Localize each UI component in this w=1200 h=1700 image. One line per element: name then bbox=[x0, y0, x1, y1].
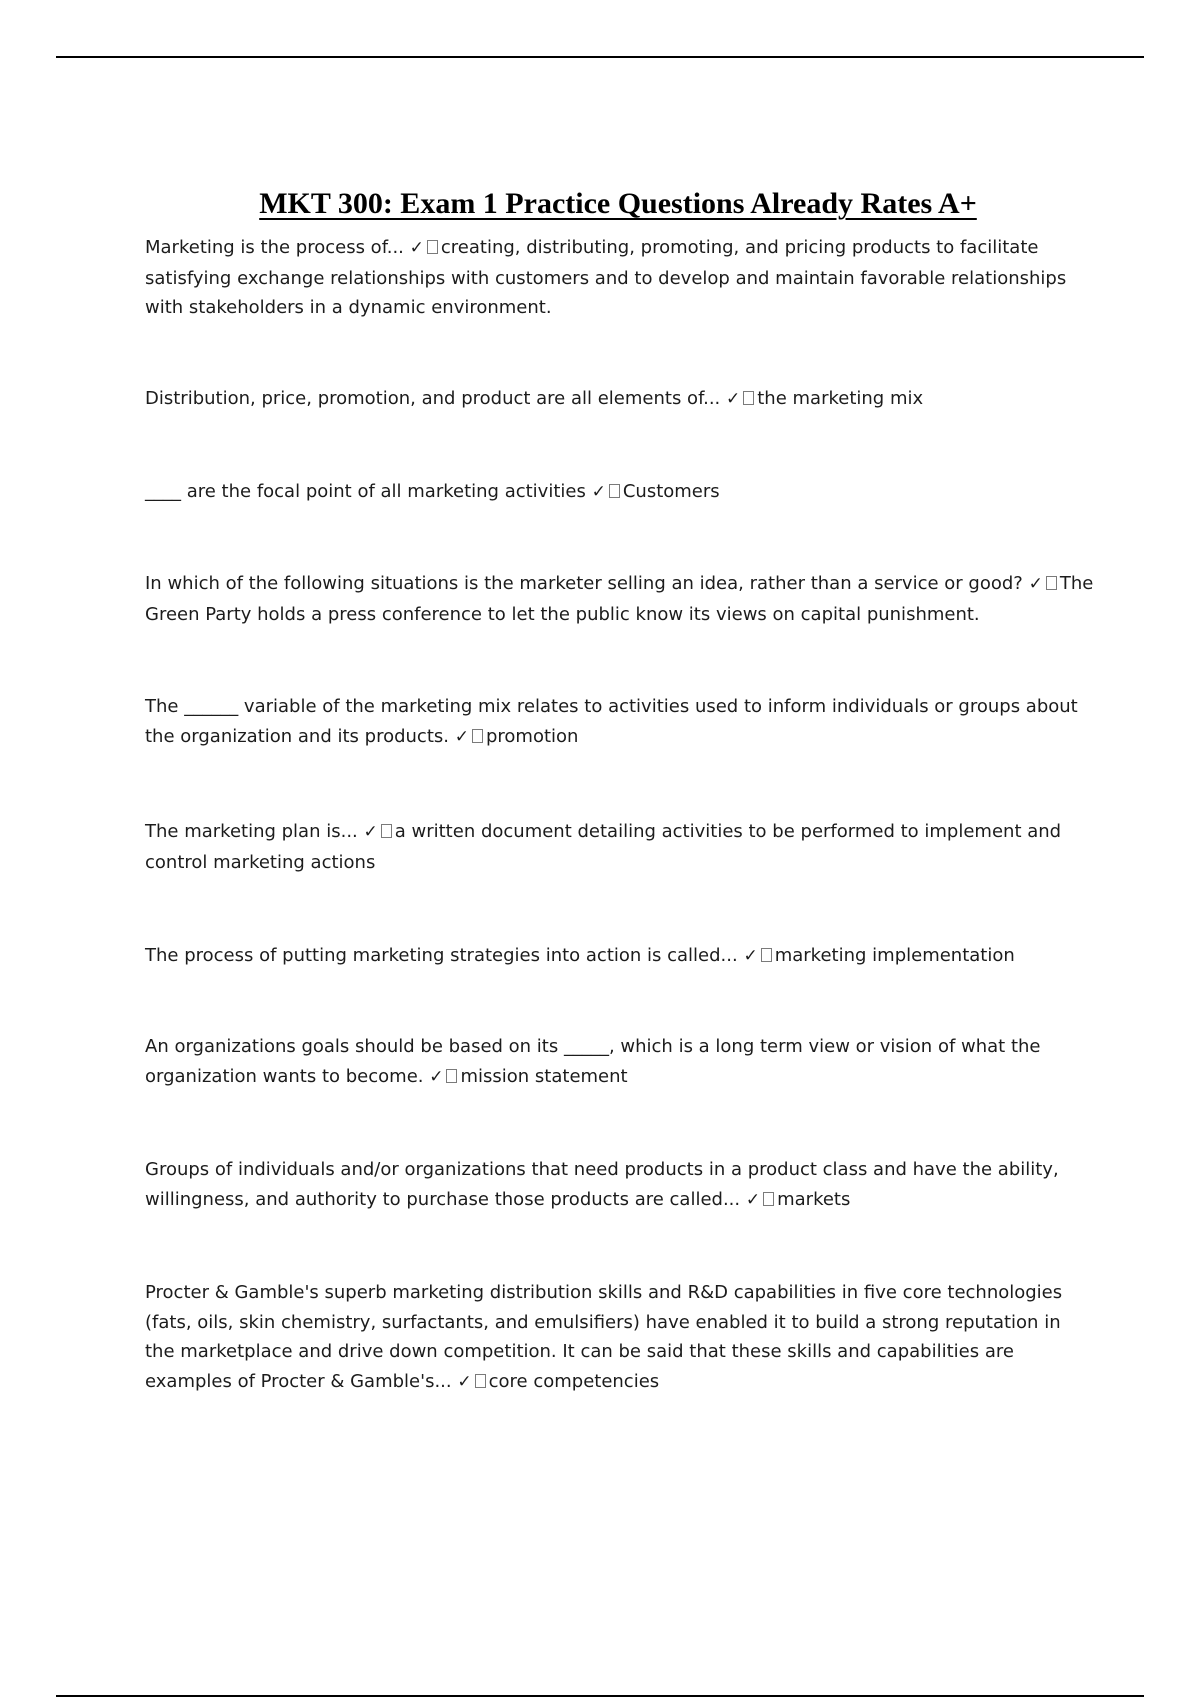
question-text: The marketing plan is... bbox=[145, 821, 358, 842]
qa-item-2 bbox=[145, 384, 1095, 415]
answer-text: creating, distributing, promoting, and pricing products to facilitate satisfying exchange relationships with customers and to develop and maintain favorable relationships with stakeholders in a dynamic environment. bbox=[145, 237, 1067, 318]
missing-glyph-box-icon bbox=[472, 729, 483, 743]
question-text: In which of the following situations is the marketer selling an idea, rather than a service or good? bbox=[145, 573, 1023, 594]
answer-text: The Green Party holds a press conference to let the public know its views on capital punishment. bbox=[145, 573, 1094, 625]
checkmark-icon: ✓ bbox=[457, 1371, 472, 1392]
qa-item-10 bbox=[145, 1278, 1095, 1397]
missing-glyph-box-icon bbox=[446, 1069, 457, 1083]
qa-item-3 bbox=[145, 477, 1095, 508]
question-text: Marketing is the process of... bbox=[145, 237, 404, 258]
checkmark-icon: ✓ bbox=[409, 238, 424, 258]
missing-glyph-box-icon bbox=[427, 240, 438, 254]
missing-glyph-box-icon bbox=[609, 484, 620, 498]
qa-item-9 bbox=[145, 1155, 1095, 1215]
answer-text: marketing implementation bbox=[774, 945, 1015, 966]
answer-text: a written document detailing activities to be performed to implement and control marketing actions bbox=[145, 821, 1062, 873]
checkmark-icon: ✓ bbox=[454, 726, 469, 747]
question-text: Groups of individuals and/or organizations that need products in a product class and have the ability, willingness, and authority to purchase those products are called... bbox=[145, 1159, 1059, 1210]
checkmark-icon: ✓ bbox=[745, 1189, 761, 1210]
qa-item-4 bbox=[145, 569, 1095, 629]
missing-glyph-box-icon bbox=[381, 824, 392, 838]
qa-item-6 bbox=[145, 817, 1095, 877]
qa-item-7 bbox=[145, 941, 1095, 972]
missing-glyph-box-icon bbox=[763, 1192, 774, 1206]
question-text: The ______ variable of the marketing mix relates to activities used to inform individuals or groups about the organization and its products. bbox=[145, 696, 1078, 747]
qa-item-1 bbox=[145, 233, 1095, 323]
answer-text: mission statement bbox=[460, 1065, 628, 1087]
checkmark-icon: ✓ bbox=[743, 946, 758, 966]
checkmark-icon: ✓ bbox=[363, 822, 378, 842]
qa-item-5 bbox=[145, 692, 1095, 752]
checkmark-icon: ✓ bbox=[591, 482, 606, 502]
missing-glyph-box-icon bbox=[475, 1374, 486, 1388]
answer-text: promotion bbox=[485, 725, 579, 747]
question-text: ____ are the focal point of all marketing activities bbox=[145, 481, 586, 502]
checkmark-icon: ✓ bbox=[1028, 574, 1043, 594]
answer-text: the marketing mix bbox=[757, 388, 924, 409]
answer-text: Customers bbox=[622, 481, 720, 502]
document-title: MKT 300: Exam 1 Practice Questions Already Rates A+ bbox=[259, 187, 977, 221]
checkmark-icon: ✓ bbox=[726, 389, 741, 409]
missing-glyph-box-icon bbox=[1046, 576, 1057, 590]
question-text: The process of putting marketing strategies into action is called... bbox=[145, 945, 738, 966]
bottom-rule bbox=[56, 1695, 1144, 1697]
missing-glyph-box-icon bbox=[761, 948, 772, 962]
qa-item-8 bbox=[145, 1032, 1095, 1092]
question-text: Procter & Gamble's superb marketing distribution skills and R&D capabilities in five core technologies (fats, oils, skin chemistry, surfactants, and emulsifiers) have enabled it to build a strong reputation in the marketplace and drive down competition. It can be said that these skills and capabilities are examples of Procter & Gamble's... bbox=[145, 1282, 1063, 1392]
answer-text: core competencies bbox=[488, 1370, 660, 1392]
answer-text: markets bbox=[777, 1188, 851, 1210]
checkmark-icon: ✓ bbox=[429, 1066, 444, 1087]
question-text: Distribution, price, promotion, and product are all elements of... bbox=[145, 388, 721, 409]
question-text: An organizations goals should be based on its _____, which is a long term view or vision of what the organization wants to become. bbox=[145, 1036, 1041, 1087]
missing-glyph-box-icon bbox=[743, 391, 754, 405]
top-rule bbox=[56, 56, 1144, 58]
